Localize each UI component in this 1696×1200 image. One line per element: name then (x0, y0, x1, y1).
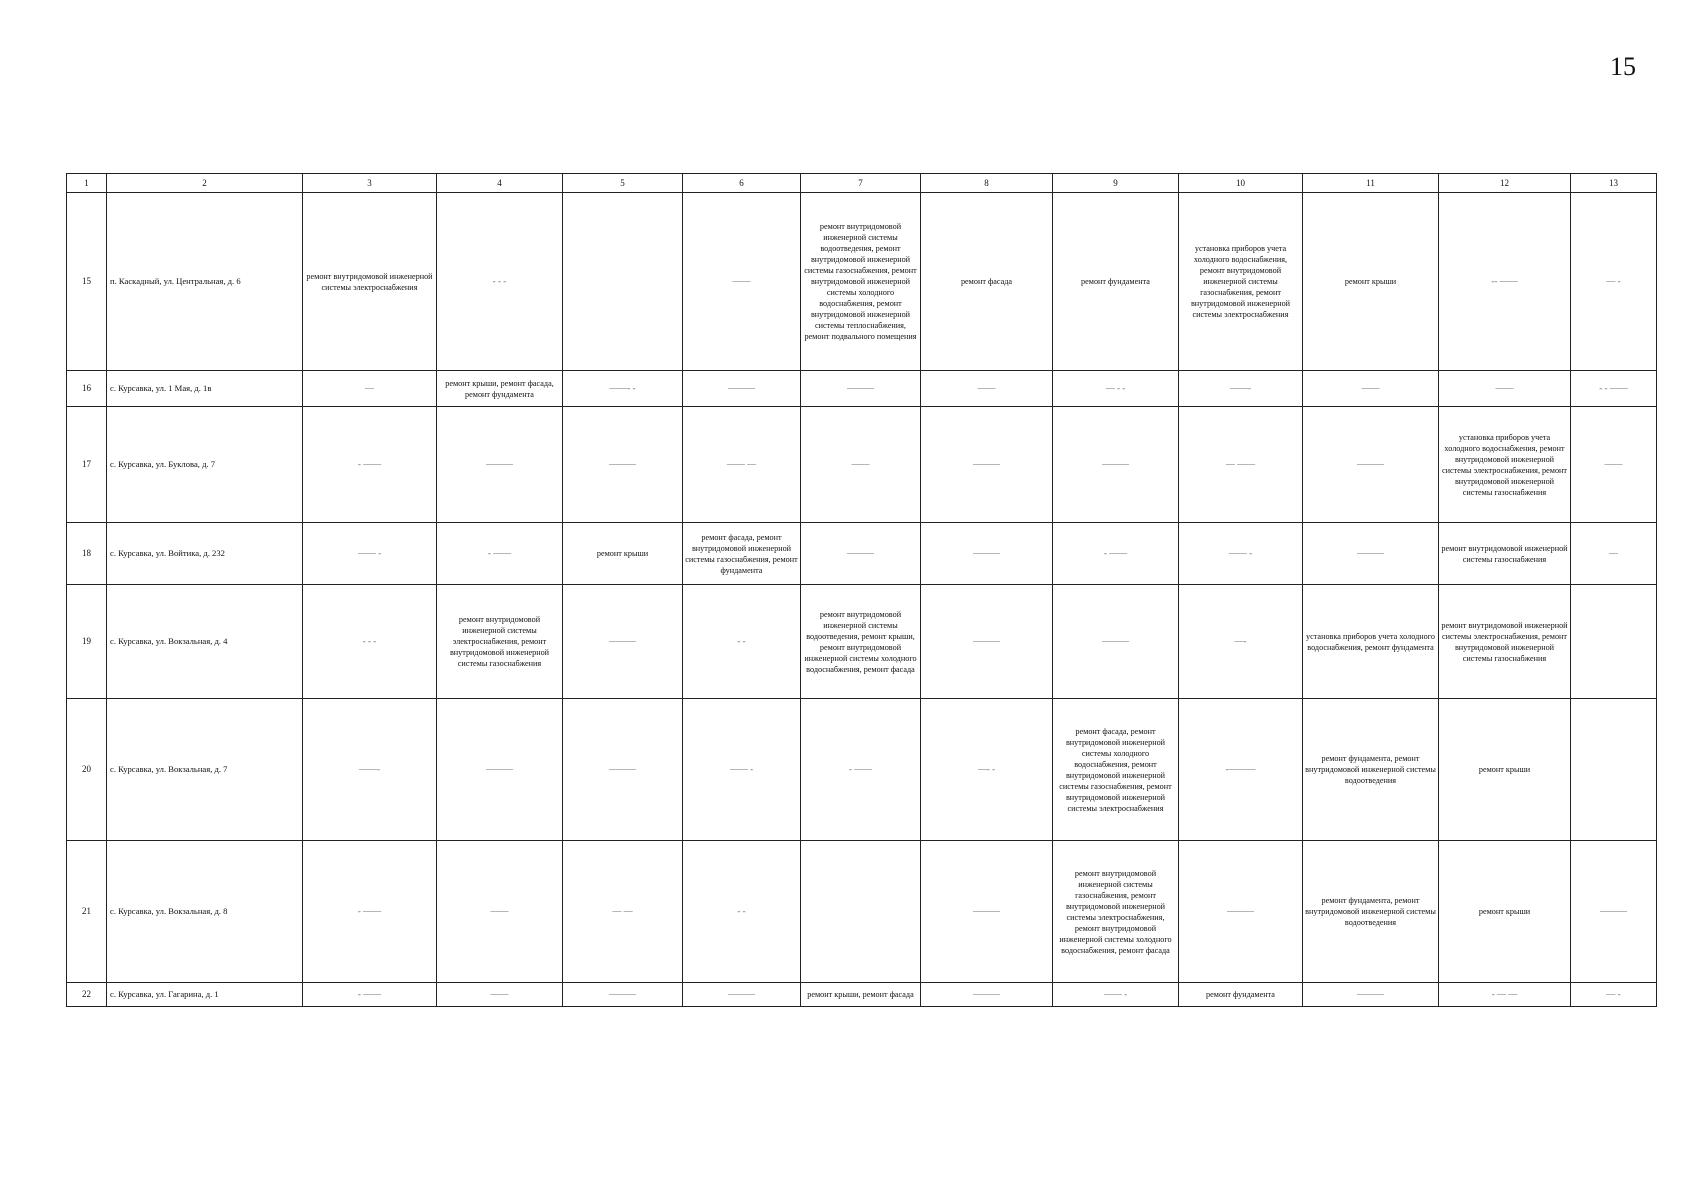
work-cell-col-3: ремонт внутридомовой инженерной системы электроснабжения (303, 193, 437, 371)
column-number-3: 3 (303, 174, 437, 193)
work-cell-col-8: ——— (921, 983, 1053, 1007)
work-cell-col-11: ——— (1303, 523, 1439, 585)
work-cell-col-8: —- - (921, 699, 1053, 841)
column-number-7: 7 (801, 174, 921, 193)
column-number-12: 12 (1439, 174, 1571, 193)
work-cell-col-12: ремонт крыши (1439, 841, 1571, 983)
table-row (67, 523, 1657, 585)
table-row (67, 841, 1657, 983)
column-number-5: 5 (563, 174, 683, 193)
work-cell-col-9: ремонт фундамента (1053, 193, 1179, 371)
address-cell: с. Курсавка, ул. 1 Мая, д. 1в (107, 371, 303, 407)
repair-schedule-table (66, 173, 1657, 1007)
work-cell-col-13: — - (1571, 193, 1657, 371)
work-cell-col-3: ——- (303, 699, 437, 841)
column-number-8: 8 (921, 174, 1053, 193)
work-cell-col-9: ——— (1053, 407, 1179, 523)
work-cell-col-13 (1571, 699, 1657, 841)
work-cell-col-7: - —— (801, 699, 921, 841)
work-cell-col-10: установка приборов учета холодного водоснабжения, ремонт внутридомовой инженерной системы газоснабжения, ремонт внутридомовой инженерной системы электроснабжения (1179, 193, 1303, 371)
work-cell-col-8: ——— (921, 407, 1053, 523)
work-cell-col-3: — (303, 371, 437, 407)
page-number: 15 (1610, 52, 1636, 81)
row-number: 22 (67, 983, 107, 1007)
table-row (67, 371, 1657, 407)
work-cell-col-3: - —— (303, 407, 437, 523)
work-cell-col-11: ——— (1303, 983, 1439, 1007)
work-cell-col-4: - —— (437, 523, 563, 585)
column-number-1: 1 (67, 174, 107, 193)
column-number-row (67, 174, 1657, 193)
work-cell-col-4: ремонт крыши, ремонт фасада, ремонт фундамента (437, 371, 563, 407)
work-cell-col-12: установка приборов учета холодного водоснабжения, ремонт внутридомовой инженерной системы электроснабжения, ремонт внутридомовой инженерной системы газоснабжения (1439, 407, 1571, 523)
address-cell: с. Курсавка, ул. Вокзальная, д. 7 (107, 699, 303, 841)
work-cell-col-5: ——- - (563, 371, 683, 407)
work-cell-col-7: ремонт крыши, ремонт фасада (801, 983, 921, 1007)
work-cell-col-12: -- —— (1439, 193, 1571, 371)
work-cell-col-4: - - - (437, 193, 563, 371)
column-number-2: 2 (107, 174, 303, 193)
table-row (67, 407, 1657, 523)
work-cell-col-13: - - —— (1571, 371, 1657, 407)
work-cell-col-10: ——— (1179, 841, 1303, 983)
work-cell-col-12: - — — (1439, 983, 1571, 1007)
table-row (67, 193, 1657, 371)
address-cell: с. Курсавка, ул. Гагарина, д. 1 (107, 983, 303, 1007)
table-row (67, 983, 1657, 1007)
work-cell-col-6: —— - (683, 699, 801, 841)
row-number: 17 (67, 407, 107, 523)
work-cell-col-6: - - (683, 841, 801, 983)
address-cell: с. Курсавка, ул. Буклова, д. 7 (107, 407, 303, 523)
column-number-11: 11 (1303, 174, 1439, 193)
work-cell-col-10: -——— (1179, 699, 1303, 841)
address-cell: с. Курсавка, ул. Вокзальная, д. 4 (107, 585, 303, 699)
work-cell-col-8: —— (921, 371, 1053, 407)
work-cell-col-11: ремонт крыши (1303, 193, 1439, 371)
row-number: 18 (67, 523, 107, 585)
column-number-4: 4 (437, 174, 563, 193)
work-cell-col-10: ——- (1179, 371, 1303, 407)
work-cell-col-7: ——— (801, 523, 921, 585)
column-number-10: 10 (1179, 174, 1303, 193)
work-cell-col-8: ——— (921, 523, 1053, 585)
work-cell-col-11: ——— (1303, 407, 1439, 523)
row-number: 20 (67, 699, 107, 841)
work-cell-col-10: — —— (1179, 407, 1303, 523)
work-cell-col-10: —- (1179, 585, 1303, 699)
address-cell: с. Курсавка, ул. Вокзальная, д. 8 (107, 841, 303, 983)
work-cell-col-4: —— (437, 983, 563, 1007)
table-row (67, 699, 1657, 841)
work-cell-col-9: — - - (1053, 371, 1179, 407)
work-cell-col-11: —— (1303, 371, 1439, 407)
work-cell-col-5: — — (563, 841, 683, 983)
work-cell-col-13: — (1571, 523, 1657, 585)
address-cell: п. Каскадный, ул. Центральная, д. 6 (107, 193, 303, 371)
work-cell-col-9: - —— (1053, 523, 1179, 585)
row-number: 15 (67, 193, 107, 371)
work-cell-col-7 (801, 841, 921, 983)
work-cell-col-3: - —— (303, 841, 437, 983)
work-cell-col-13: ——— (1571, 841, 1657, 983)
work-cell-col-6: ——— (683, 983, 801, 1007)
work-cell-col-6: ——— (683, 371, 801, 407)
work-cell-col-12: ремонт внутридомовой инженерной системы электроснабжения, ремонт внутридомовой инженерной системы газоснабжения (1439, 585, 1571, 699)
work-cell-col-6: - - (683, 585, 801, 699)
work-cell-col-9: ремонт внутридомовой инженерной системы газоснабжения, ремонт внутридомовой инженерной системы электроснабжения, ремонт внутридомовой инженерной системы холодного водоснабжения, ремонт фасада (1053, 841, 1179, 983)
work-cell-col-6: —— (683, 193, 801, 371)
work-cell-col-13: —— (1571, 407, 1657, 523)
work-cell-col-7: ——— (801, 371, 921, 407)
work-cell-col-10: ремонт фундамента (1179, 983, 1303, 1007)
work-cell-col-9: ремонт фасада, ремонт внутридомовой инженерной системы холодного водоснабжения, ремонт внутридомовой инженерной системы газоснабжения, ремонт внутридомовой инженерной системы электроснабжения (1053, 699, 1179, 841)
work-cell-col-7: ремонт внутридомовой инженерной системы водоотведения, ремонт крыши, ремонт внутридомовой инженерной системы холодного водоснабжения, ремонт фасада (801, 585, 921, 699)
work-cell-col-7: —— (801, 407, 921, 523)
work-cell-col-8: ——— (921, 841, 1053, 983)
work-cell-col-7: ремонт внутридомовой инженерной системы водоотведения, ремонт внутридомовой инженерной системы газоснабжения, ремонт внутридомовой инженерной системы холодного водоснабжения, ремонт внутридомовой инженерной системы теплоснабжения, ремонт подвального помещения (801, 193, 921, 371)
column-number-13: 13 (1571, 174, 1657, 193)
work-cell-col-13: — - (1571, 983, 1657, 1007)
work-cell-col-11: ремонт фундамента, ремонт внутридомовой инженерной системы водоотведения (1303, 841, 1439, 983)
work-cell-col-11: ремонт фундамента, ремонт внутридомовой инженерной системы водоотведения (1303, 699, 1439, 841)
column-number-9: 9 (1053, 174, 1179, 193)
work-cell-col-5: ——— (563, 699, 683, 841)
work-cell-col-3: - —— (303, 983, 437, 1007)
work-cell-col-4: ремонт внутридомовой инженерной системы электроснабжения, ремонт внутридомовой инженерной системы газоснабжения (437, 585, 563, 699)
work-cell-col-11: установка приборов учета холодного водоснабжения, ремонт фундамента (1303, 585, 1439, 699)
work-cell-col-8: ——— (921, 585, 1053, 699)
work-cell-col-12: ремонт крыши (1439, 699, 1571, 841)
work-cell-col-12: —— (1439, 371, 1571, 407)
work-cell-col-5: ремонт крыши (563, 523, 683, 585)
row-number: 19 (67, 585, 107, 699)
work-cell-col-9: —— - (1053, 983, 1179, 1007)
work-cell-col-5: ——— (563, 983, 683, 1007)
work-cell-col-4: ——— (437, 699, 563, 841)
work-cell-col-4: —— (437, 841, 563, 983)
work-cell-col-13 (1571, 585, 1657, 699)
work-cell-col-4: ——— (437, 407, 563, 523)
row-number: 21 (67, 841, 107, 983)
work-cell-col-9: ——— (1053, 585, 1179, 699)
work-cell-col-8: ремонт фасада (921, 193, 1053, 371)
address-cell: с. Курсавка, ул. Войтика, д. 232 (107, 523, 303, 585)
work-cell-col-6: ремонт фасада, ремонт внутридомовой инженерной системы газоснабжения, ремонт фундамента (683, 523, 801, 585)
work-cell-col-3: - - - (303, 585, 437, 699)
work-cell-col-5 (563, 193, 683, 371)
work-cell-col-3: —— - (303, 523, 437, 585)
work-cell-col-6: —— — (683, 407, 801, 523)
table-row (67, 585, 1657, 699)
work-cell-col-10: —— - (1179, 523, 1303, 585)
work-cell-col-5: ——— (563, 407, 683, 523)
column-number-6: 6 (683, 174, 801, 193)
work-cell-col-12: ремонт внутридомовой инженерной системы газоснабжения (1439, 523, 1571, 585)
work-cell-col-5: ——— (563, 585, 683, 699)
row-number: 16 (67, 371, 107, 407)
